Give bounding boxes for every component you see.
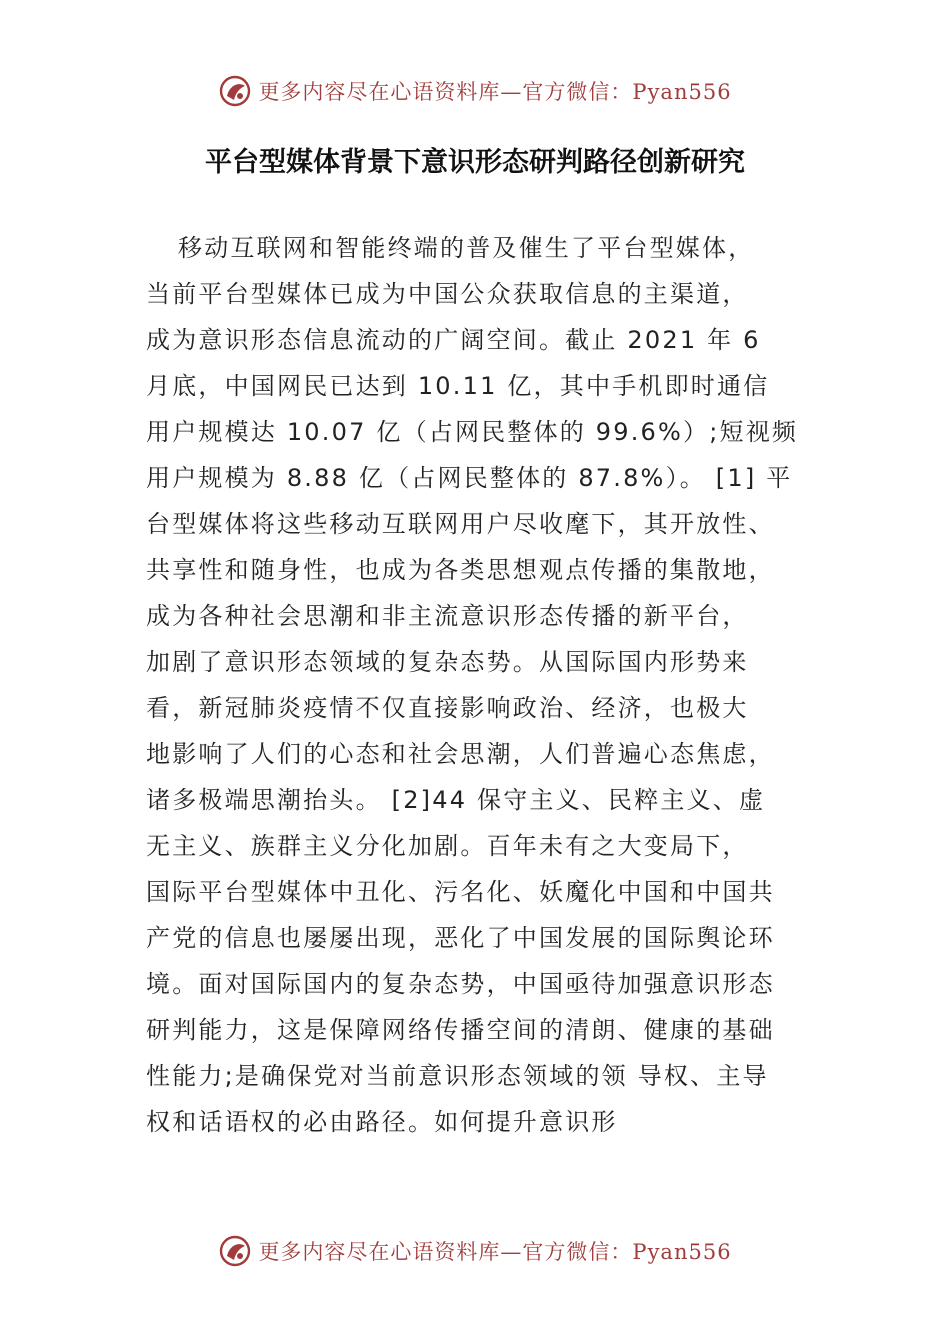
watermark-text: 更多内容尽在心语资料库—官方微信：Pyan556 [258, 80, 732, 104]
body-line: 当前平台型媒体已成为中国公众获取信息的主渠道， [146, 280, 749, 308]
watermark-header [0, 74, 950, 108]
body-line: 境。面对国际国内的复杂态势，中国亟待加强意识形态 [146, 970, 775, 998]
body-line: 加剧了意识形态领域的复杂态势。从国际国内形势来 [146, 648, 749, 676]
body-line: 成为意识形态信息流动的广阔空间。截止 2021 年 6 [146, 326, 761, 354]
brand-logo-icon [218, 74, 252, 108]
body-line: 性能力;是确保党对当前意识形态领域的领 导权、主导 [146, 1062, 769, 1090]
body-line: 权和话语权的必由路径。如何提升意识形 [146, 1108, 618, 1136]
body-line: 成为各种社会思潮和非主流意识形态传播的新平台， [146, 602, 749, 630]
document-title: 平台型媒体背景下意识形态研判路径创新研究 [205, 147, 745, 178]
body-line: 产党的信息也屡屡出现，恶化了中国发展的国际舆论环 [146, 924, 775, 952]
body-line: 月底，中国网民已达到 10.11 亿，其中手机即时通信 [146, 372, 770, 400]
body-line: 用户规模为 8.88 亿（占网民整体的 87.8%）。 [1] 平 [146, 464, 793, 492]
body-line: 诸多极端思潮抬头。 [2]44 保守主义、民粹主义、虚 [146, 786, 766, 814]
brand-logo-icon [218, 1234, 252, 1268]
body-line: 研判能力，这是保障网络传播空间的清朗、健康的基础 [146, 1016, 775, 1044]
body-line: 地影响了人们的心态和社会思潮，人们普遍心态焦虑， [146, 740, 775, 768]
body-line: 台型媒体将这些移动互联网用户尽收麾下，其开放性、 [146, 510, 775, 538]
body-line: 共享性和随身性，也成为各类思想观点传播的集散地， [146, 556, 775, 584]
body-line: 用户规模达 10.07 亿（占网民整体的 99.6%）;短视频 [146, 418, 799, 446]
body-line: 无主义、族群主义分化加剧。百年未有之大变局下， [146, 832, 749, 860]
body-line: 看，新冠肺炎疫情不仅直接影响政治、经济，也极大 [146, 694, 749, 722]
body-line: 移动互联网和智能终端的普及催生了平台型媒体， [178, 234, 755, 262]
watermark-text: 更多内容尽在心语资料库—官方微信：Pyan556 [258, 1240, 732, 1264]
body-line: 国际平台型媒体中丑化、污名化、妖魔化中国和中国共 [146, 878, 775, 906]
watermark-footer [0, 1234, 950, 1268]
